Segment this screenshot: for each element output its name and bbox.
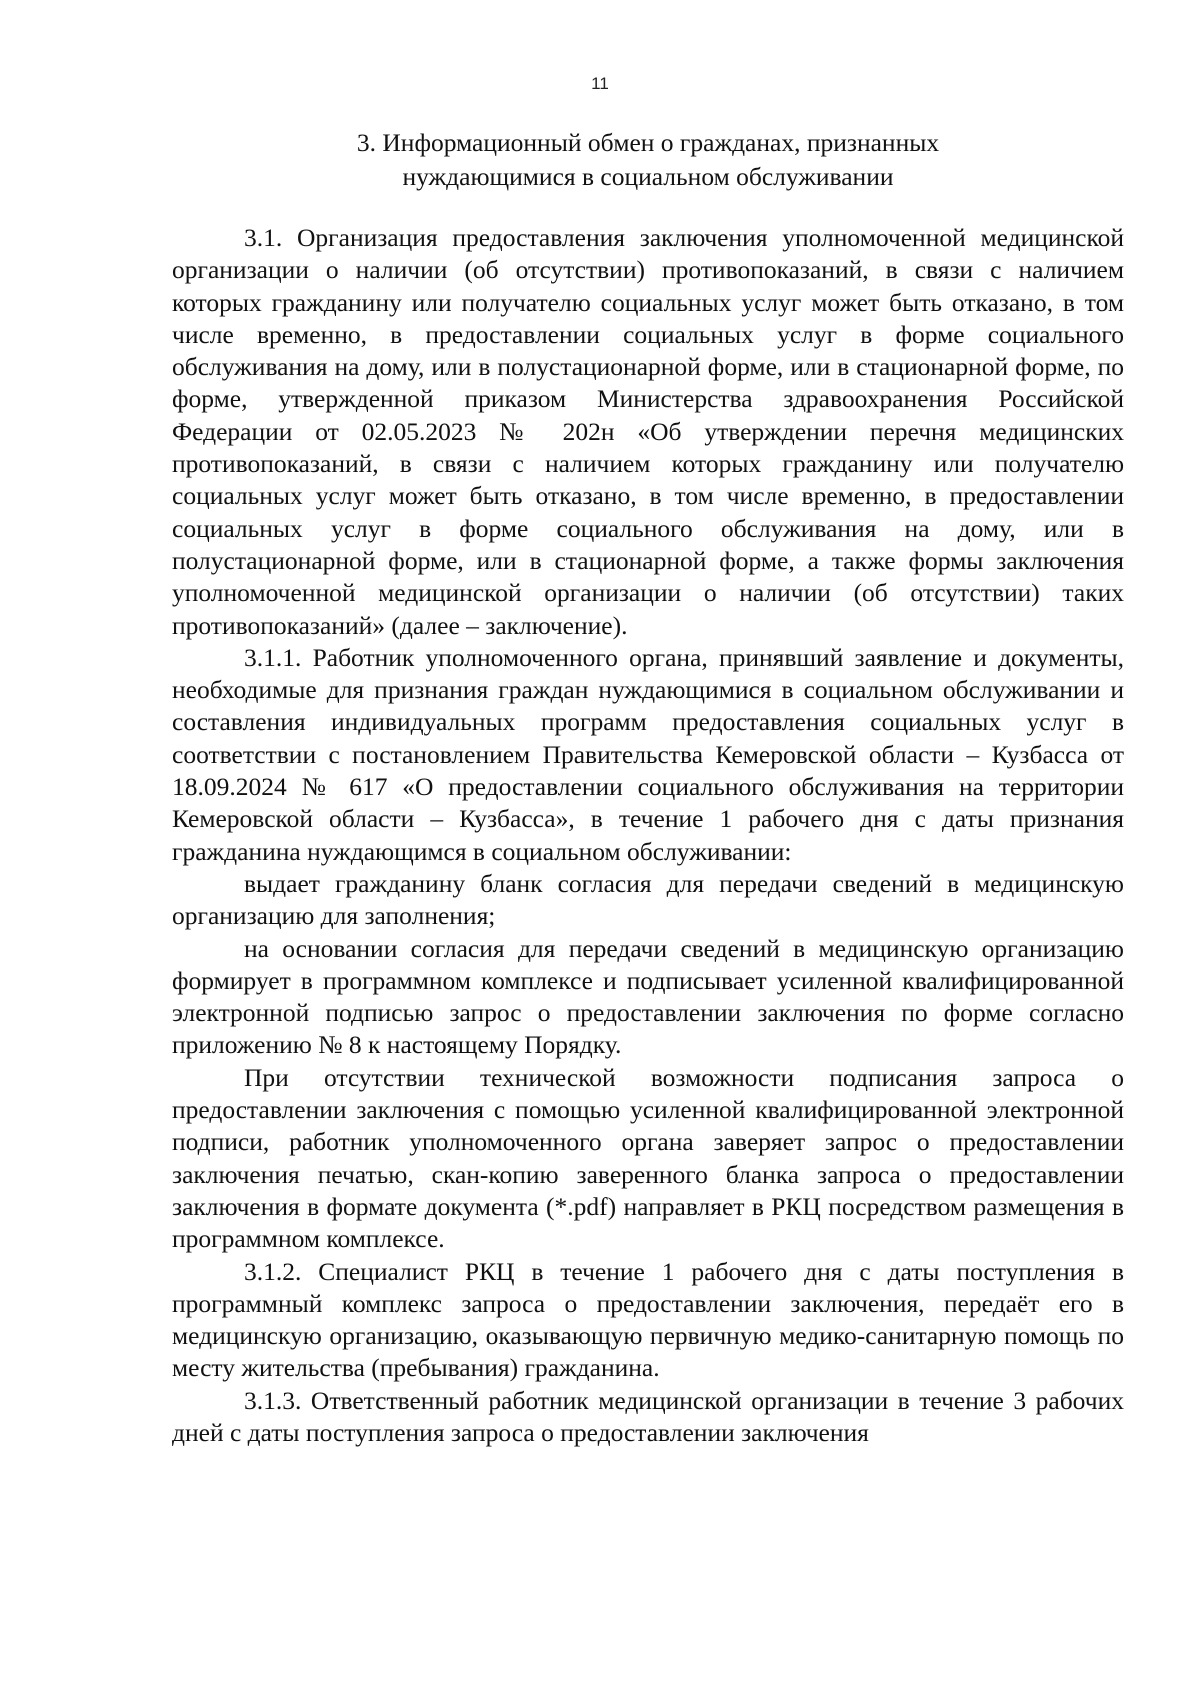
section-heading-line-2: нуждающимися в социальном обслуживании: [402, 162, 894, 191]
paragraph-no-technical-possibility: При отсутствии технической возможности подписания запроса о предоставлении заключения с помощью усиленной квалифицированной электронной подписи, работник уполномоченного органа заверяет запрос о предоставлении заключения печатью, скан-копию заверенного бланка запроса о предоставлении заключения в формате документа (*.pdf) направляет в РКЦ посредством размещения в программном комплексе.: [172, 1062, 1124, 1254]
document-body: [172, 222, 1124, 1449]
paragraph-3-1-2: 3.1.2. Специалист РКЦ в течение 1 рабочего дня с даты поступления в программный комплекс запроса о предоставлении заключения, передаёт его в медицинскую организацию, оказывающую первичную медико-санитарную помощь по месту жительства (пребывания) гражданина.: [172, 1256, 1124, 1383]
section-heading-line-1: 3. Информационный обмен о гражданах, признанных: [356, 128, 940, 157]
page-number: 11: [591, 74, 609, 93]
paragraph-3-1-3: 3.1.3. Ответственный работник медицинской организации в течение 3 рабочих дней с даты поступления запроса о предоставлении заключения: [172, 1385, 1124, 1447]
paragraph-form-request: на основании согласия для передачи сведений в медицинскую организацию формирует в программном комплексе и подписывает усиленной квалифицированной электронной подписью запрос о предоставлении заключения по форме согласно приложению № 8 к настоящему Порядку.: [172, 933, 1124, 1060]
paragraph-3-1: 3.1. Организация предоставления заключения уполномоченной медицинской организации о наличии (об отсутствии) противопоказаний, в связи с наличием которых гражданину или получателю социальных услуг может быть отказано, в том числе временно, в предоставлении социальных услуг в форме социального обслуживания на дому, или в полустационарной форме, или в стационарной форме, по форме, утвержденной приказом Министерства здравоохранения Российской Федерации от 02.05.2023 № 202н «Об утверждении перечня медицинских противопоказаний, в связи с наличием которых гражданину или получателю социальных услуг может быть отказано, в том числе временно, в предоставлении социальных услуг в форме социального обслуживания на дому, или в полустационарной форме, или в стационарной форме, а также формы заключения уполномоченной медицинской организации о наличии (об отсутствии) таких противопоказаний» (далее – заключение).: [172, 223, 1124, 640]
section-heading: [172, 126, 1124, 194]
paragraph-3-1-1: 3.1.1. Работник уполномоченного органа, принявший заявление и документы, необходимые для признания граждан нуждающимися в социальном обслуживании и составления индивидуальных программ предоставления социальных услуг в соответствии с постановлением Правительства Кемеровской области – Кузбасса от 18.09.2024 № 617 «О предоставлении социального обслуживания на территории Кемеровской области – Кузбасса», в течение 1 рабочего дня с даты признания гражданина нуждающимся в социальном обслуживании:: [172, 642, 1124, 866]
paragraph-issue-consent-form: выдает гражданину бланк согласия для передачи сведений в медицинскую организацию для заполнения;: [172, 868, 1124, 931]
